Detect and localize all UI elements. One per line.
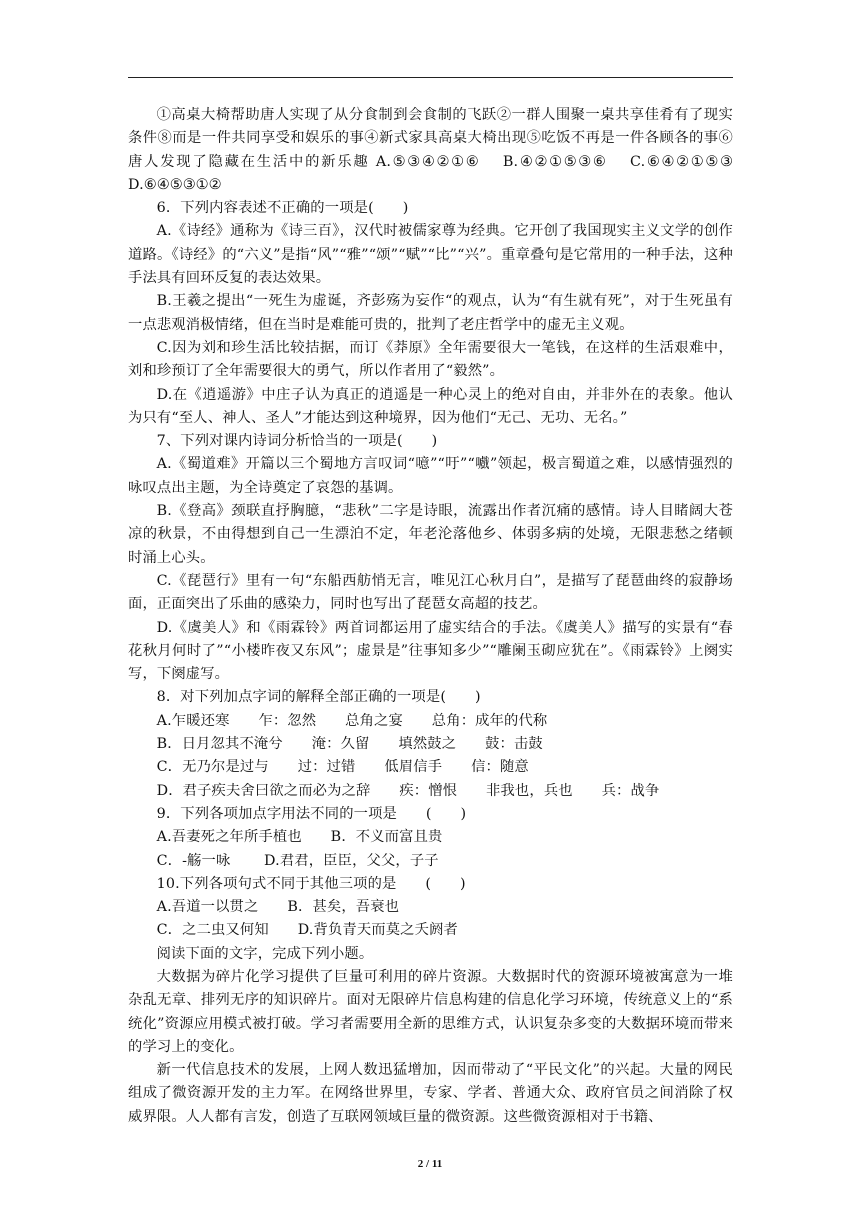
option-line: A.乍暖还寒 乍：忽然 总角之宴 总角：成年的代称: [156, 712, 548, 729]
header-rule: [128, 77, 733, 78]
option-line: C．-觞一咏 D.君君，臣臣，父父，子子: [156, 852, 439, 869]
option-paragraph: A.《诗经》通称为《诗三百》，汉代时被儒家尊为经典。它开创了我国现实主义文学的创作道路。《诗经》的“六义”是指“风”“雅”“颂”“赋”“比”“兴”。重章叠句是它常用的一种手法，这种手法具有回环反复的表达效果。: [128, 223, 733, 287]
reading-passage: 大数据为碎片化学习提供了巨量可利用的碎片资源。大数据时代的资源环境被寓意为一堆杂乱无章、排列无序的知识碎片。面对无限碎片信息构建的信息化学习环境，传统意义上的“系统化”资源应用模式被打破。学习者需要用全新的思维方式，认识复杂多变的大数据环境而带来的学习上的变化。: [128, 968, 733, 1055]
option-line: C．无乃尔是过与 过：过错 低眉信手 信：随意: [156, 759, 529, 776]
question-stem: 7、下列对课内诗词分析恰当的一项是( ): [156, 433, 438, 450]
option-line: D．君子疾夫舍曰欲之而必为之辞 疾：憎恨 非我也，兵也 兵：战争: [156, 782, 660, 799]
page-number: 2 / 11: [417, 1158, 443, 1170]
option-line: C．之二虫又何知 D.背负青天而莫之夭阏者: [156, 922, 458, 939]
option-paragraph: A.《蜀道难》开篇以三个蜀地方言叹词“噫”“吁”“嚱”领起，极言蜀道之难，以感情强烈的咏叹点出主题，为全诗奠定了哀怨的基调。: [128, 456, 733, 496]
option-paragraph: B.王羲之提出“一死生为虚诞，齐彭殇为妄作“的观点，认为“有生就有死”，对于生死虽有一点悲观消极情绪，但在当时是难能可贵的，批判了老庄哲学中的虚无主义观。: [128, 293, 733, 333]
paragraph: ①高桌大椅帮助唐人实现了从分食制到会食制的飞跃②一群人围聚一桌共享佳肴有了现实条件⑧而是一件共同享受和娱乐的事④新式家具高桌大椅出现⑤吃饭不再是一件各顾各的事⑥唐人发现了隐藏在生活中的新乐趣 A.⑤③④②①⑥ B.④②①⑤③⑥ C.⑥④②①⑤③ D.⑥④⑤③①②: [128, 107, 753, 193]
question-stem: 9．下列各项加点字用法不同的一项是 ( ): [156, 805, 467, 822]
question-stem: 10.下列各项句式不同于其他三项的是 ( ): [156, 875, 466, 892]
reading-instruction: 阅读下面的文字，完成下列小题。: [156, 945, 374, 962]
reading-passage: 新一代信息技术的发展，上网人数迅猛增加，因而带动了“平民文化”的兴起。大量的网民组成了微资源开发的主力军。在网络世界里，专家、学者、普通大众、政府官员之间消除了权威界限。人人都有言发，创造了互联网领域巨量的微资源。这些微资源相对于书籍、: [128, 1062, 733, 1125]
option-line: A.吾妻死之年所手植也 B．不义而富且贵: [156, 829, 443, 846]
option-paragraph: C.因为刘和珍生活比较拮据，而订《莽原》全年需要很大一笔钱，在这样的生活艰难中，刘和珍预订了全年需要很大的勇气，所以作者用了“毅然”。: [128, 339, 733, 380]
option-paragraph: C.《琵琶行》里有一句“东船西舫悄无言，唯见江心秋月白”，是描写了琵琶曲终的寂静场面，正面突出了乐曲的感染力，同时也写出了琵琶女高超的技艺。: [128, 572, 733, 613]
question-stem: 6．下列内容表述不正确的一项是( ): [156, 200, 409, 217]
document-body: [128, 104, 753, 1129]
question-stem: 8．对下列加点字词的解释全部正确的一项是( ): [156, 689, 481, 706]
option-paragraph: D.《虞美人》和《雨霖铃》两首词都运用了虚实结合的手法。《虞美人》描写的实景有“春花秋月何时了”“小楼昨夜又东风”；虚景是”往事知多少”“雕阑玉砌应犹在”。《雨霖铃》上阕实写，下阕虚写。: [128, 619, 733, 683]
option-line: B．日月忽其不淹兮 淹：久留 填然鼓之 鼓：击鼓: [156, 736, 543, 753]
option-line: A.吾道一以贯之 B．甚矣，吾衰也: [156, 899, 400, 916]
option-paragraph: B.《登高》颈联直抒胸臆，“悲秋”二字是诗眼，流露出作者沉痛的感情。诗人目睹阔大苍凉的秋景，不由得想到自己一生漂泊不定，年老沦落他乡、体弱多病的处境，无限悲愁之绪顿时涌上心头。: [128, 503, 733, 566]
option-paragraph: D.在《逍遥游》中庄子认为真正的逍遥是一种心灵上的绝对自由，并非外在的表象。他认为只有“至人、神人、圣人”才能达到这种境界，因为他们“无己、无功、无名。”: [128, 386, 733, 426]
